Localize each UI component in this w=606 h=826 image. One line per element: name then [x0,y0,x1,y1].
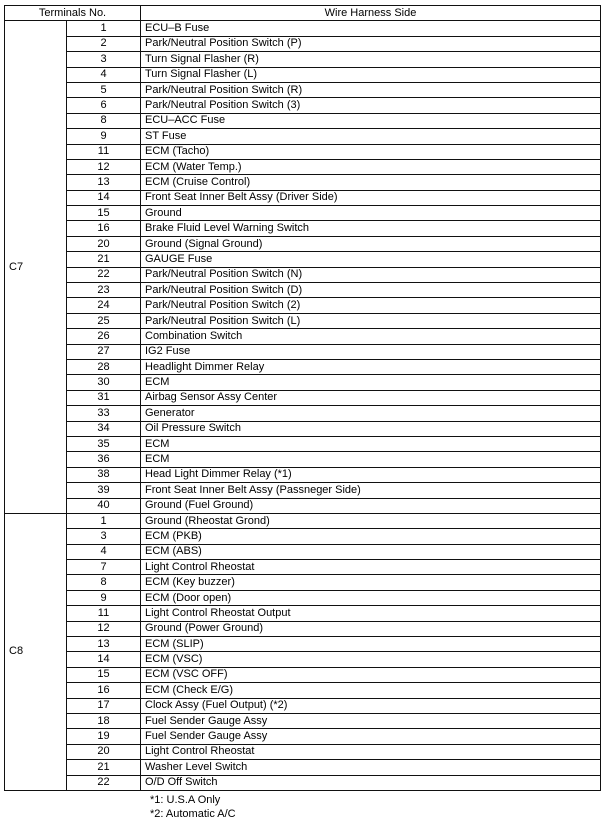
terminal-table [4,5,601,791]
terminal-number-cell: 4 [67,67,141,82]
table-row [5,590,601,605]
terminal-number-cell: 15 [67,667,141,682]
wire-harness-cell: ECM [141,375,601,390]
terminal-number-cell: 8 [67,113,141,128]
wire-harness-cell: Light Control Rheostat [141,560,601,575]
terminal-number-cell: 26 [67,329,141,344]
wire-harness-cell: Ground (Fuel Ground) [141,498,601,513]
wire-harness-cell: ECU–B Fuse [141,21,601,36]
table-row [5,406,601,421]
table-row [5,713,601,728]
terminal-number-cell: 38 [67,467,141,482]
wire-harness-cell: GAUGE Fuse [141,252,601,267]
table-row [5,575,601,590]
terminal-number-cell: 1 [67,513,141,528]
terminal-number-cell: 33 [67,406,141,421]
wire-harness-cell: Generator [141,406,601,421]
wire-harness-cell: ECU–ACC Fuse [141,113,601,128]
table-row [5,421,601,436]
wire-harness-cell: ECM (VSC OFF) [141,667,601,682]
table-row [5,775,601,790]
table-row [5,52,601,67]
terminal-number-cell: 16 [67,683,141,698]
table-row [5,760,601,775]
terminal-number-cell: 17 [67,698,141,713]
terminal-number-cell: 3 [67,52,141,67]
terminal-number-cell: 40 [67,498,141,513]
wire-harness-cell: Park/Neutral Position Switch (2) [141,298,601,313]
wire-harness-cell: Clock Assy (Fuel Output) (*2) [141,698,601,713]
wire-harness-cell: Fuel Sender Gauge Assy [141,713,601,728]
wire-harness-cell: Washer Level Switch [141,760,601,775]
wire-harness-cell: Fuel Sender Gauge Assy [141,729,601,744]
terminal-number-cell: 5 [67,82,141,97]
table-row [5,390,601,405]
terminal-number-cell: 9 [67,590,141,605]
terminal-number-cell: 13 [67,637,141,652]
wire-harness-cell: ECM (Cruise Control) [141,175,601,190]
terminal-number-cell: 39 [67,483,141,498]
table-row [5,283,601,298]
wire-harness-cell: ECM (Key buzzer) [141,575,601,590]
table-row [5,113,601,128]
terminal-number-cell: 3 [67,529,141,544]
wire-harness-cell: Ground (Rheostat Grond) [141,513,601,528]
table-row [5,621,601,636]
wire-harness-cell: Front Seat Inner Belt Assy (Passneger Side) [141,483,601,498]
wire-harness-cell: Turn Signal Flasher (R) [141,52,601,67]
wire-harness-cell: Combination Switch [141,329,601,344]
terminal-number-cell: 15 [67,206,141,221]
table-row [5,436,601,451]
table-row [5,144,601,159]
terminal-number-cell: 7 [67,560,141,575]
footnote-1: *1: U.S.A Only [150,793,221,806]
table-row [5,483,601,498]
wire-harness-cell: O/D Off Switch [141,775,601,790]
wire-harness-cell: ECM (PKB) [141,529,601,544]
terminal-number-cell: 30 [67,375,141,390]
wire-harness-cell: Oil Pressure Switch [141,421,601,436]
table-row [5,652,601,667]
table-row [5,560,601,575]
wire-harness-cell: Ground (Signal Ground) [141,236,601,251]
terminal-number-cell: 12 [67,621,141,636]
terminal-number-cell: 19 [67,729,141,744]
wire-harness-cell: Brake Fluid Level Warning Switch [141,221,601,236]
terminal-number-cell: 9 [67,129,141,144]
terminals-no-header: Terminals No. [5,6,141,21]
wire-harness-cell: Park/Neutral Position Switch (P) [141,36,601,51]
wire-harness-cell: ECM (Tacho) [141,144,601,159]
terminal-number-cell: 24 [67,298,141,313]
table-row [5,98,601,113]
table-row [5,513,601,528]
wire-harness-cell: Park/Neutral Position Switch (L) [141,313,601,328]
table-row [5,467,601,482]
table-row [5,206,601,221]
terminal-number-cell: 11 [67,606,141,621]
terminal-number-cell: 22 [67,775,141,790]
wire-harness-cell: Park/Neutral Position Switch (N) [141,267,601,282]
terminal-number-cell: 8 [67,575,141,590]
table-header-row [5,6,601,21]
table-row [5,667,601,682]
table-row [5,236,601,251]
wire-harness-cell: Light Control Rheostat Output [141,606,601,621]
terminal-number-cell: 18 [67,713,141,728]
table-row [5,190,601,205]
wire-harness-cell: Front Seat Inner Belt Assy (Driver Side) [141,190,601,205]
terminal-number-cell: 11 [67,144,141,159]
table-row [5,221,601,236]
wire-harness-cell: Park/Neutral Position Switch (D) [141,283,601,298]
table-row [5,744,601,759]
wire-harness-cell: ECM [141,452,601,467]
wire-harness-cell: ECM (ABS) [141,544,601,559]
table-row [5,159,601,174]
terminal-number-cell: 12 [67,159,141,174]
table-row [5,375,601,390]
terminal-number-cell: 16 [67,221,141,236]
wire-harness-cell: Park/Neutral Position Switch (3) [141,98,601,113]
wire-harness-cell: Ground (Power Ground) [141,621,601,636]
connector-id-cell: C8 [5,513,67,790]
table-row [5,544,601,559]
terminal-number-cell: 25 [67,313,141,328]
terminal-number-cell: 22 [67,267,141,282]
wire-harness-cell: Headlight Dimmer Relay [141,359,601,374]
table-row [5,313,601,328]
wire-harness-cell: ECM (VSC) [141,652,601,667]
wire-harness-cell: ST Fuse [141,129,601,144]
terminal-number-cell: 35 [67,436,141,451]
table-row [5,298,601,313]
table-row [5,498,601,513]
terminal-number-cell: 13 [67,175,141,190]
table-row [5,82,601,97]
table-row [5,683,601,698]
wire-harness-cell: Light Control Rheostat [141,744,601,759]
table-row [5,252,601,267]
wire-harness-cell: Park/Neutral Position Switch (R) [141,82,601,97]
terminal-table-body [5,6,601,791]
table-row [5,529,601,544]
terminal-number-cell: 23 [67,283,141,298]
terminal-number-cell: 14 [67,190,141,205]
wire-harness-cell: Turn Signal Flasher (L) [141,67,601,82]
table-row [5,21,601,36]
terminal-number-cell: 31 [67,390,141,405]
table-row [5,129,601,144]
footnotes [150,793,601,821]
wire-harness-cell: Airbag Sensor Assy Center [141,390,601,405]
table-row [5,67,601,82]
table-row [5,359,601,374]
wire-harness-cell: ECM (Water Temp.) [141,159,601,174]
table-row [5,329,601,344]
wire-harness-cell: ECM (SLIP) [141,637,601,652]
table-row [5,698,601,713]
terminal-number-cell: 20 [67,236,141,251]
terminal-number-cell: 27 [67,344,141,359]
wire-harness-cell: IG2 Fuse [141,344,601,359]
table-row [5,452,601,467]
terminal-number-cell: 36 [67,452,141,467]
table-row [5,729,601,744]
wire-harness-cell: Ground [141,206,601,221]
wire-harness-cell: ECM [141,436,601,451]
wire-harness-header: Wire Harness Side [141,6,601,21]
wire-harness-cell: Head Light Dimmer Relay (*1) [141,467,601,482]
table-row [5,344,601,359]
terminal-number-cell: 34 [67,421,141,436]
table-row [5,175,601,190]
terminal-number-cell: 1 [67,21,141,36]
terminal-number-cell: 28 [67,359,141,374]
terminal-number-cell: 6 [67,98,141,113]
terminal-number-cell: 2 [67,36,141,51]
table-row [5,637,601,652]
terminal-number-cell: 20 [67,744,141,759]
connector-id-cell: C7 [5,21,67,514]
wire-harness-cell: ECM (Door open) [141,590,601,605]
table-row [5,267,601,282]
table-row [5,606,601,621]
wire-harness-cell: ECM (Check E/G) [141,683,601,698]
terminal-number-cell: 21 [67,760,141,775]
terminal-number-cell: 14 [67,652,141,667]
table-row [5,36,601,51]
footnote-2: *2: Automatic A/C [150,807,236,820]
terminal-number-cell: 4 [67,544,141,559]
terminal-number-cell: 21 [67,252,141,267]
